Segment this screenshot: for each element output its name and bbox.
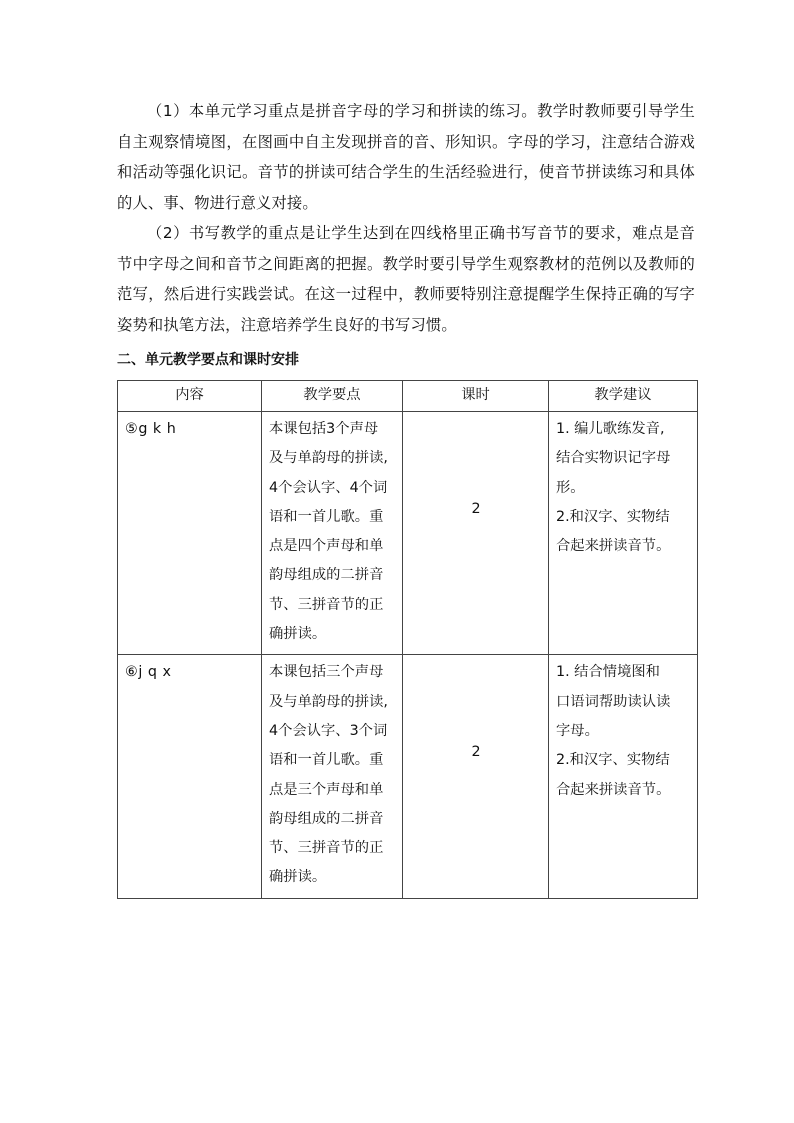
intro-section bbox=[117, 96, 695, 374]
table-header-row bbox=[118, 381, 698, 412]
teaching-advice-cell bbox=[549, 412, 698, 655]
advice-line: 口语词帮助读认读 bbox=[556, 693, 671, 710]
teaching-points-cell bbox=[262, 412, 403, 655]
class-hours-cell: 2 bbox=[403, 412, 549, 655]
class-hours-cell: 2 bbox=[403, 655, 549, 898]
advice-line: 1. 结合情境图和 bbox=[556, 664, 660, 681]
teaching-points-cell bbox=[262, 655, 403, 898]
points-line: 确拼读。 bbox=[269, 626, 327, 643]
header-teaching-advice: 教学建议 bbox=[549, 381, 698, 412]
points-line: 节、三拼音节的正 bbox=[269, 840, 384, 857]
advice-line: 结合实物识记字母 bbox=[556, 450, 671, 467]
lesson-cell: ⑤g k h bbox=[118, 412, 262, 655]
points-line: 及与单韵母的拼读, bbox=[269, 693, 388, 710]
points-line: 韵母组成的二拼音 bbox=[269, 567, 384, 584]
teaching-advice-cell bbox=[549, 655, 698, 898]
points-line: 语和一首儿歌。重 bbox=[269, 752, 384, 769]
points-line: 本课包括3个声母 bbox=[269, 421, 379, 437]
points-line: 韵母组成的二拼音 bbox=[269, 810, 384, 827]
table-row bbox=[118, 655, 698, 898]
table-row bbox=[118, 412, 698, 655]
intro-paragraph-2: （2）书写教学的重点是让学生达到在四线格里正确书写音节的要求，难点是音节中字母之间和音节之间距离的把握。教学时要引导学生观察教材的范例以及教师的范写，然后进行实践尝试。在这一过程中，教师要特别注意提醒学生保持正确的写字姿势和执笔方法，注意培养学生良好的书写习惯。 bbox=[117, 224, 695, 334]
header-teaching-points: 教学要点 bbox=[262, 381, 403, 412]
advice-line: 合起来拼读音节。 bbox=[556, 538, 671, 555]
advice-line: 1. 编儿歌练发音, bbox=[556, 421, 665, 437]
header-content: 内容 bbox=[118, 381, 262, 412]
advice-line: 2.和汉字、实物结 bbox=[556, 508, 670, 525]
points-line: 点是三个声母和单 bbox=[269, 781, 384, 798]
advice-line: 字母。 bbox=[556, 722, 599, 739]
points-line: 语和一首儿歌。重 bbox=[269, 508, 384, 525]
points-line: 及与单韵母的拼读, bbox=[269, 450, 388, 467]
advice-line: 2.和汉字、实物结 bbox=[556, 752, 670, 769]
advice-line: 合起来拼读音节。 bbox=[556, 781, 671, 798]
lesson-plan-table bbox=[117, 380, 698, 899]
points-line: 4个会认字、3个词 bbox=[269, 722, 388, 739]
points-line: 节、三拼音节的正 bbox=[269, 596, 384, 613]
header-class-hours: 课时 bbox=[403, 381, 549, 412]
lesson-cell: ⑥j q x bbox=[118, 655, 262, 898]
intro-paragraph-1: （1）本单元学习重点是拼音字母的学习和拼读的练习。教学时教师要引导学生自主观察情境图，在图画中自主发现拼音的音、形知识。字母的学习，注意结合游戏和活动等强化识记。音节的拼读可结合学生的生活经验进行，使音节拼读练习和具体的人、事、物进行意义对接。 bbox=[117, 102, 695, 212]
advice-line: 形。 bbox=[556, 479, 585, 496]
points-line: 本课包括三个声母 bbox=[269, 664, 384, 681]
points-line: 4个会认字、4个词 bbox=[269, 479, 388, 496]
points-line: 点是四个声母和单 bbox=[269, 538, 384, 555]
section-heading: 二、单元教学要点和课时安排 bbox=[117, 352, 299, 368]
points-line: 确拼读。 bbox=[269, 869, 327, 886]
